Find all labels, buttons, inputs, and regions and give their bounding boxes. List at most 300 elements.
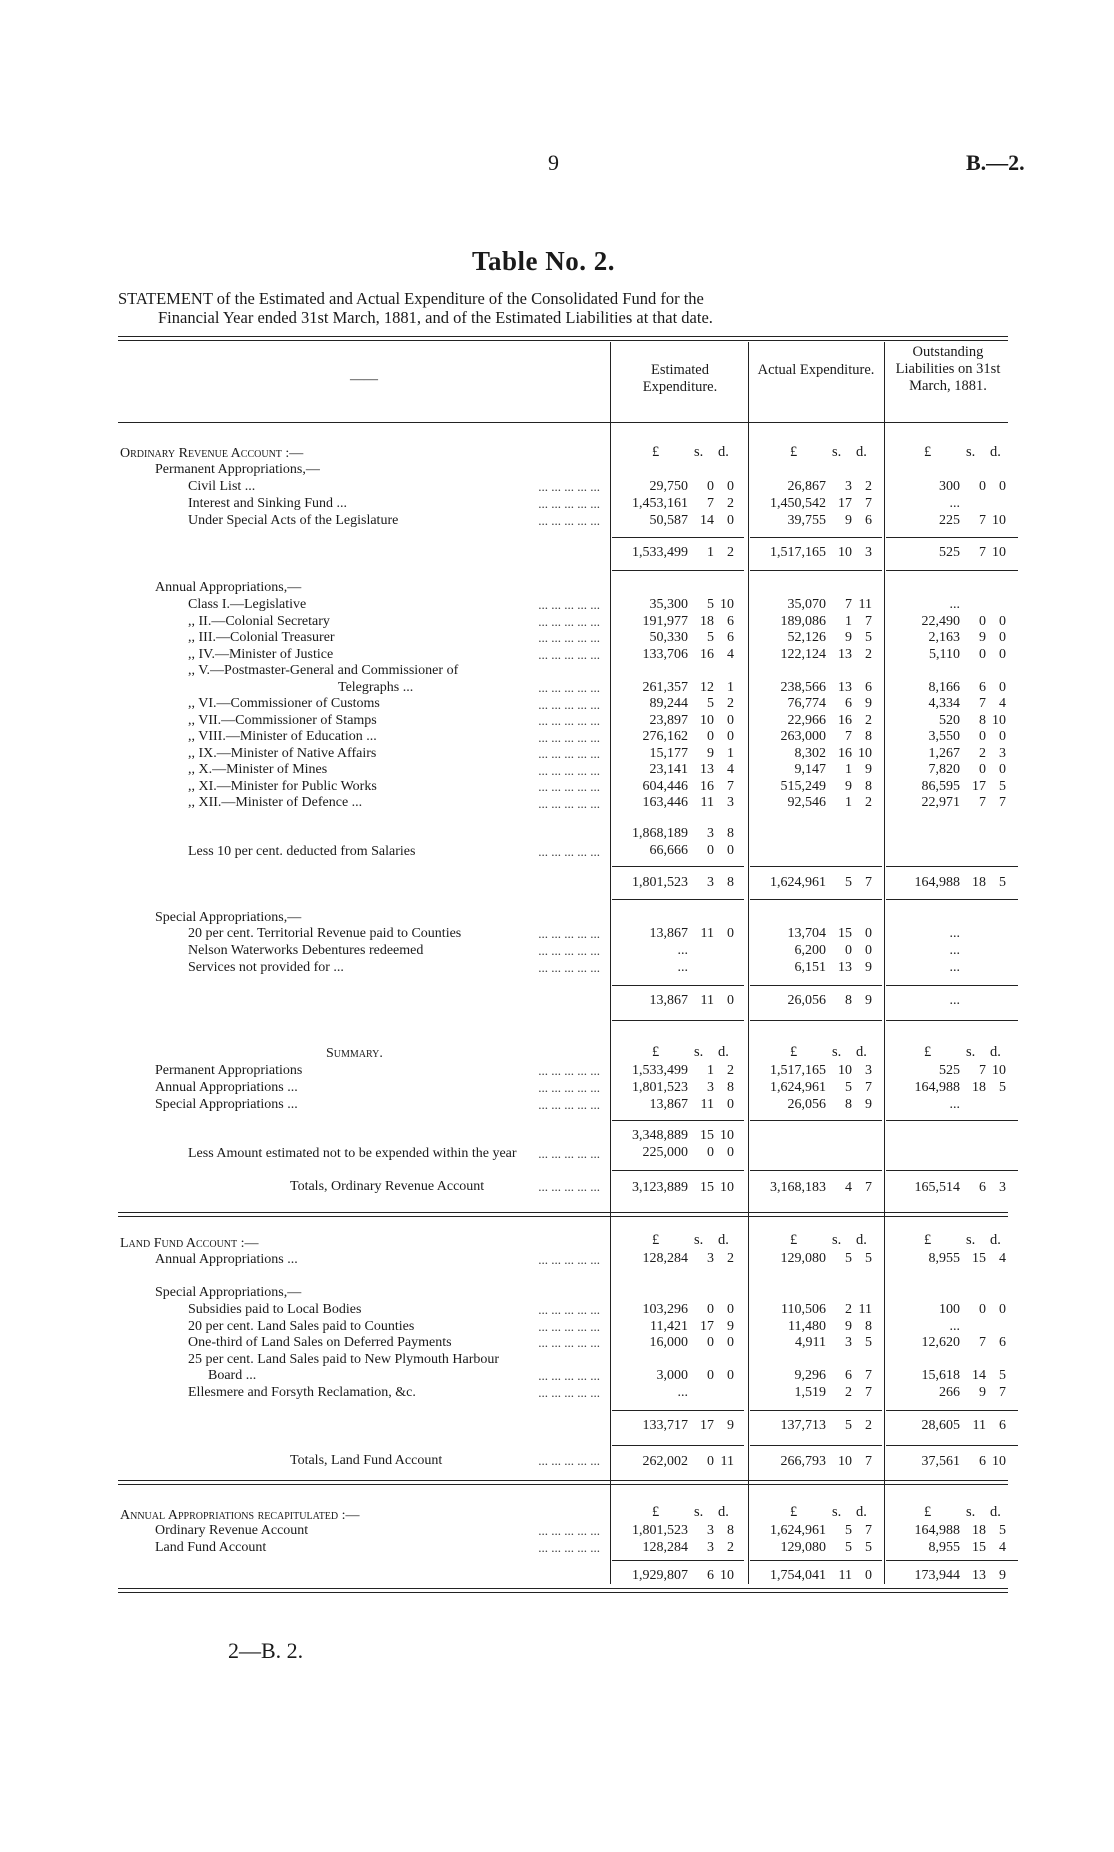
total-rule [886,570,1018,571]
amount-pounds: ... [677,960,688,975]
annual-row-label: ,, II.—Colonial Secretary [188,613,330,629]
amount-pence: 5 [999,875,1006,890]
summary-shilling-unit: s. [694,1044,704,1060]
land-pence-unit: d. [990,1232,1001,1248]
amount-pence: 0 [727,993,734,1008]
amount-pounds: 300 [939,479,960,494]
table-bottom-rule [118,1588,1008,1593]
subtotal-rule [886,1120,1018,1121]
summary-pence-unit: d. [990,1044,1001,1060]
land-special-row-label: Ellesmere and Forsyth Reclamation, &c. [188,1384,416,1400]
amount-pence: 0 [999,1302,1006,1317]
amount-shillings: 7 [707,496,714,511]
amount-pence: 5 [865,1335,872,1350]
amount-shillings: 5 [845,875,852,890]
amount-pounds: 164,988 [914,1523,960,1538]
amount-pence: 4 [727,762,734,777]
amount-shillings: 13 [838,960,852,975]
land-annual-label: Annual Appropriations ... [155,1252,298,1267]
subtotal-rule [886,537,1018,538]
amount-shillings: 14 [972,1368,986,1383]
amount-pounds: 128,284 [642,1540,688,1555]
table-top-rule [118,336,1008,341]
amount-pence: 6 [727,613,734,629]
leader-dots: ... ... ... ... ... [538,844,600,859]
amount-pounds: 165,514 [914,1180,960,1195]
amount-pence: 7 [865,1454,872,1469]
amount-pounds: 15,618 [921,1368,960,1383]
annual-row-label: Class I.—Legislative [188,597,307,612]
amount-pounds: ... [949,993,960,1008]
amount-pence: 11 [720,1454,734,1469]
amount-pence: 4 [999,696,1006,711]
amount-shillings: 9 [845,630,852,645]
annual-row-label: ,, XII.—Minister of Defence ... [188,795,363,810]
subtotal-rule [750,985,882,986]
amount-pounds: 261,357 [642,679,688,695]
amount-pounds: 8,302 [794,745,826,761]
summary-shilling-unit: s. [966,1044,976,1060]
amount-pence: 0 [727,479,734,494]
leader-dots: ... ... ... ... ... [538,943,600,958]
amount-pounds: 1,801,523 [632,1523,688,1538]
amount-shillings: 13 [838,646,852,662]
amount-shillings: 2 [845,1302,852,1317]
amount-shillings: 10 [838,545,852,560]
amount-shillings: 3 [707,1523,714,1538]
amount-pounds: 9,147 [794,762,826,777]
amount-pounds: 8,955 [928,1540,960,1555]
column-divider-actual [748,342,749,1584]
leader-dots: ... ... ... ... ... [538,779,600,794]
amount-pence: 0 [865,1568,872,1583]
statement-line-1: STATEMENT of the Estimated and Actual Expenditure of the Consolidated Fund for the [118,289,704,308]
amount-pounds: 23,897 [649,712,688,728]
amount-pounds: 1,517,165 [770,545,826,560]
amount-pounds: 515,249 [780,778,826,794]
amount-pounds: 26,867 [787,479,826,494]
amount-shillings: 3 [845,1335,852,1350]
subtotal-rule [886,1445,1018,1446]
amount-pounds: 1,624,961 [770,875,826,890]
amount-pounds: 12,620 [921,1335,960,1350]
amount-pence: 11 [858,1302,872,1317]
recap-shilling-unit: s. [694,1504,704,1520]
amount-pence: 0 [727,729,734,744]
leader-dots: ... ... ... ... ... [538,1179,600,1194]
amount-pounds: 6,151 [794,960,826,975]
amount-pence: 0 [999,679,1006,695]
amount-shillings: 5 [845,1251,852,1266]
amount-pounds: 8,955 [928,1251,960,1266]
ordinary-pound-unit: £ [652,444,660,460]
summary-row-label: Annual Appropriations ... [155,1080,298,1095]
amount-pence: 0 [999,729,1006,744]
amount-pence: 9 [727,1318,734,1334]
summary-pence-unit: d. [856,1044,867,1060]
subtotal-rule [612,1120,744,1121]
special-heading: Special Appropriations,— [155,910,302,925]
amount-shillings: 18 [972,875,986,890]
leader-dots: ... ... ... ... ... [538,680,600,695]
land-totals-label: Totals, Land Fund Account [290,1453,443,1468]
amount-pence: 9 [865,1097,872,1112]
amount-pounds: 1,517,165 [770,1063,826,1078]
leader-dots: ... ... ... ... ... [538,746,600,761]
leader-dots: ... ... ... ... ... [538,796,600,811]
amount-pence: 3 [999,1180,1006,1195]
leader-dots: ... ... ... ... ... [538,926,600,941]
land-special-row-label: 25 per cent. Land Sales paid to New Plymouth Harbour [188,1351,500,1367]
recap-pound-unit: £ [652,1504,660,1520]
section-rule [118,1480,1008,1485]
footer-signature: 2—B. 2. [228,1638,304,1663]
amount-pounds: 22,971 [921,795,960,810]
amount-pence: 2 [727,496,734,511]
amount-pence: 10 [992,1063,1006,1078]
annual-row-label: ,, III.—Colonial Treasurer [188,630,335,645]
subtotal-rule [612,537,744,538]
subtotal-rule [750,537,882,538]
summary-row-label: Permanent Appropriations [155,1063,303,1078]
amount-shillings: 5 [845,1523,852,1538]
amount-pounds: ... [949,926,960,941]
amount-pounds: 1,624,961 [770,1523,826,1538]
amount-pence: 9 [727,1418,734,1433]
subtotal-rule [886,1170,1018,1171]
amount-pence: 3 [727,795,734,810]
leader-dots: ... ... ... ... ... [538,1319,600,1334]
amount-pounds: 35,300 [649,597,688,612]
leader-dots: ... ... ... ... ... [538,1335,600,1350]
leader-dots: ... ... ... ... ... [538,496,600,511]
amount-pence: 5 [999,1368,1006,1383]
amount-pounds: 137,713 [780,1418,826,1433]
subtotal-rule [750,1120,882,1121]
amount-shillings: 15 [972,1251,986,1266]
amount-pence: 9 [865,696,872,711]
amount-pence: 5 [999,778,1006,794]
amount-pounds: 66,666 [649,843,688,858]
amount-pounds: 6,200 [794,943,826,958]
total-rule [612,570,744,571]
amount-pounds: 4,911 [795,1335,826,1350]
amount-pence: 8 [865,778,872,794]
amount-pence: 7 [999,1384,1006,1400]
amount-shillings: 9 [845,513,852,528]
amount-pounds: 29,750 [649,479,688,494]
amount-pence: 7 [999,795,1006,810]
amount-pounds: 266 [939,1384,960,1400]
amount-pence: 7 [865,875,872,890]
amount-shillings: 11 [700,993,714,1008]
amount-shillings: 8 [979,712,986,728]
less-salaries-label: Less 10 per cent. deducted from Salaries [188,844,416,859]
amount-pence: 6 [865,679,872,695]
amount-pence: 10 [992,513,1006,528]
amount-pence: 8 [727,826,734,841]
amount-pounds: 8,166 [928,679,960,695]
subtotal-rule [750,1170,882,1171]
amount-shillings: 3 [707,1251,714,1266]
leader-dots: ... ... ... ... ... [538,1385,600,1400]
amount-shillings: 11 [972,1418,986,1433]
subtotal-rule [612,1445,744,1446]
leader-dots: ... ... ... ... ... [538,960,600,975]
annual-row-label: ,, VII.—Commissioner of Stamps [188,712,377,728]
amount-pence: 10 [720,1568,734,1583]
amount-shillings: 6 [707,1568,714,1583]
amount-pounds: 191,977 [642,613,688,629]
ordinary-totals-label: Totals, Ordinary Revenue Account [290,1179,485,1194]
land-shilling-unit: s. [694,1232,704,1248]
leader-dots: ... ... ... ... ... [538,1302,600,1317]
amount-pounds: 50,587 [649,513,688,528]
amount-pence: 5 [865,1540,872,1555]
amount-pounds: 26,056 [787,1097,826,1112]
amount-pence: 6 [727,630,734,645]
amount-shillings: 0 [845,943,852,958]
land-shilling-unit: s. [966,1232,976,1248]
amount-pounds: 89,244 [649,696,688,711]
amount-pounds: 9,296 [794,1368,826,1383]
ordinary-pound-unit: £ [790,444,798,460]
amount-shillings: 15 [972,1540,986,1555]
amount-pence: 9 [865,960,872,975]
leader-dots: ... ... ... ... ... [538,597,600,612]
amount-pence: 7 [865,1080,872,1095]
amount-pence: 11 [858,597,872,612]
amount-pounds: 13,867 [649,993,688,1008]
amount-shillings: 3 [845,479,852,494]
amount-shillings: 14 [700,513,714,528]
amount-pence: 5 [865,1251,872,1266]
amount-shillings: 9 [979,630,986,645]
amount-pence: 2 [727,1251,734,1266]
amount-shillings: 7 [979,1063,986,1078]
amount-pounds: 13,867 [649,926,688,941]
amount-shillings: 17 [700,1418,714,1433]
summary-shilling-unit: s. [832,1044,842,1060]
summary-pound-unit: £ [652,1044,660,1060]
subtotal-rule [886,1410,1018,1411]
amount-pounds: 35,070 [787,597,826,612]
leader-dots: ... ... ... ... ... [538,713,600,728]
annual-row-label: ,, X.—Minister of Mines [188,762,328,777]
leader-dots: ... ... ... ... ... [538,1097,600,1112]
leader-dots: ... ... ... ... ... [538,1252,600,1267]
ordinary-pound-unit: £ [924,444,932,460]
amount-shillings: 0 [707,1145,714,1160]
amount-shillings: 18 [972,1080,986,1095]
land-special-row-label: Subsidies paid to Local Bodies [188,1302,362,1317]
amount-pounds: ... [949,1097,960,1112]
amount-pounds: 76,774 [787,696,826,711]
subtotal-rule [750,1560,882,1561]
amount-shillings: 11 [838,1568,852,1583]
amount-pence: 10 [992,712,1006,728]
amount-pounds: 3,000 [656,1368,688,1383]
amount-pounds: ... [949,960,960,975]
summary-pound-unit: £ [924,1044,932,1060]
estimated-column-head: Estimated Expenditure. [642,362,718,395]
amount-pounds: 225,000 [642,1145,688,1160]
ordinary-pence-unit: d. [718,444,729,460]
amount-pence: 7 [727,778,734,794]
blank-column-head: —— [350,372,378,387]
amount-pence: 8 [865,729,872,744]
recap-pound-unit: £ [924,1504,932,1520]
amount-pence: 7 [865,1384,872,1400]
amount-pence: 10 [720,597,734,612]
amount-shillings: 0 [979,729,986,744]
amount-pounds: 163,446 [642,795,688,810]
amount-pounds: 238,566 [780,679,826,695]
land-special-row-label: One-third of Land Sales on Deferred Payments [188,1335,452,1350]
amount-pounds: 103,296 [642,1302,688,1317]
amount-shillings: 0 [979,1302,986,1317]
amount-pence: 6 [999,1418,1006,1433]
amount-pence: 3 [865,1063,872,1078]
amount-shillings: 16 [838,712,852,728]
amount-pence: 4 [999,1540,1006,1555]
leader-dots: ... ... ... ... ... [538,614,600,629]
amount-pence: 0 [727,1368,734,1383]
amount-shillings: 13 [700,762,714,777]
amount-shillings: 9 [845,778,852,794]
amount-pounds: 1,453,161 [632,496,688,511]
ordinary-pence-unit: d. [856,444,867,460]
amount-pounds: 122,124 [780,646,826,662]
amount-pence: 7 [865,1180,872,1195]
amount-pence: 0 [727,1145,734,1160]
amount-shillings: 3 [707,1080,714,1095]
land-special-heading: Special Appropriations,— [155,1285,302,1300]
amount-shillings: 5 [845,1540,852,1555]
amount-pounds: 276,162 [642,729,688,744]
amount-pounds: 3,550 [928,729,960,744]
section-rule [118,1212,1008,1217]
leader-dots: ... ... ... ... ... [538,1146,600,1161]
amount-shillings: 3 [707,1540,714,1555]
amount-shillings: 3 [707,826,714,841]
table-title: Table No. 2. [472,246,616,276]
total-rule [750,899,882,900]
amount-shillings: 6 [979,1180,986,1195]
amount-pence: 0 [727,1097,734,1112]
leader-dots: ... ... ... ... ... [538,697,600,712]
amount-shillings: 17 [972,778,986,794]
total-rule [886,899,1018,900]
amount-shillings: 17 [700,1318,714,1334]
amount-shillings: 16 [700,778,714,794]
ordinary-shilling-unit: s. [832,444,842,460]
amount-shillings: 7 [979,545,986,560]
amount-pence: 8 [727,1523,734,1538]
amount-pounds: ... [949,496,960,511]
amount-shillings: 6 [979,679,986,695]
amount-pounds: 86,595 [921,778,960,794]
amount-shillings: 5 [707,696,714,711]
amount-pence: 2 [865,479,872,494]
subtotal-rule [612,1410,744,1411]
actual-column-head: Actual Expenditure. [757,362,875,378]
amount-pounds: 164,988 [914,875,960,890]
annual-row-label: ,, XI.—Minister for Public Works [188,778,377,794]
amount-pence: 8 [727,1080,734,1095]
amount-shillings: 11 [700,1097,714,1112]
amount-pounds: 23,141 [649,762,688,777]
amount-shillings: 5 [845,1418,852,1433]
amount-pence: 0 [999,646,1006,662]
special-row-label: Services not provided for ... [188,960,344,975]
amount-pounds: 15,177 [649,745,688,761]
amount-shillings: 9 [707,745,714,761]
annual-row-label: ,, VIII.—Minister of Education ... [188,729,377,744]
amount-pence: 4 [727,646,734,662]
amount-pence: 5 [999,1080,1006,1095]
amount-pence: 1 [727,745,734,761]
amount-pounds: ... [677,1384,688,1400]
amount-pounds: 26,056 [787,993,826,1008]
amount-shillings: 16 [700,646,714,662]
land-pence-unit: d. [856,1232,867,1248]
amount-shillings: 13 [972,1568,986,1583]
subtotal-rule [612,985,744,986]
special-row-label: Nelson Waterworks Debentures redeemed [188,943,424,958]
subtotal-rule [612,1560,744,1561]
amount-pounds: 110,506 [781,1302,826,1317]
amount-shillings: 0 [707,479,714,494]
amount-pounds: 1,754,041 [770,1568,826,1583]
annual-row-label: ,, VI.—Commissioner of Customs [188,696,380,711]
amount-pounds: 22,966 [787,712,826,728]
subtotal-rule [750,1410,882,1411]
amount-pence: 0 [999,762,1006,777]
amount-pence: 8 [727,875,734,890]
amount-pounds: 5,110 [929,646,960,662]
amount-pence: 10 [720,1128,734,1143]
amount-pounds: 1,450,542 [770,496,826,511]
amount-shillings: 16 [838,745,852,761]
amount-shillings: 15 [838,926,852,941]
amount-pence: 0 [999,479,1006,494]
ordinary-revenue-heading: Ordinary Revenue Account :— [120,446,304,461]
subtotal-rule [612,866,744,867]
amount-shillings: 11 [700,795,714,810]
amount-pence: 10 [992,1454,1006,1469]
amount-pounds: 225 [939,513,960,528]
recap-pound-unit: £ [790,1504,798,1520]
amount-pounds: 525 [939,1063,960,1078]
annual-row-label: ,, IV.—Minister of Justice [188,646,334,662]
amount-shillings: 1 [707,1063,714,1078]
amount-shillings: 0 [707,1302,714,1317]
special-row-label: 20 per cent. Territorial Revenue paid to Counties [188,926,462,941]
summary-heading: Summary. [326,1046,383,1061]
amount-pence: 2 [727,1063,734,1078]
amount-pence: 2 [865,795,872,810]
amount-pence: 9 [999,1568,1006,1583]
amount-shillings: 0 [979,479,986,494]
recap-pence-unit: d. [856,1504,867,1520]
amount-pounds: 22,490 [921,613,960,629]
land-special-row-label: Board ... [208,1368,257,1383]
amount-pounds: 7,820 [928,762,960,777]
amount-pounds: 1,624,961 [770,1080,826,1095]
amount-pence: 10 [992,545,1006,560]
amount-pounds: 128,284 [642,1251,688,1266]
